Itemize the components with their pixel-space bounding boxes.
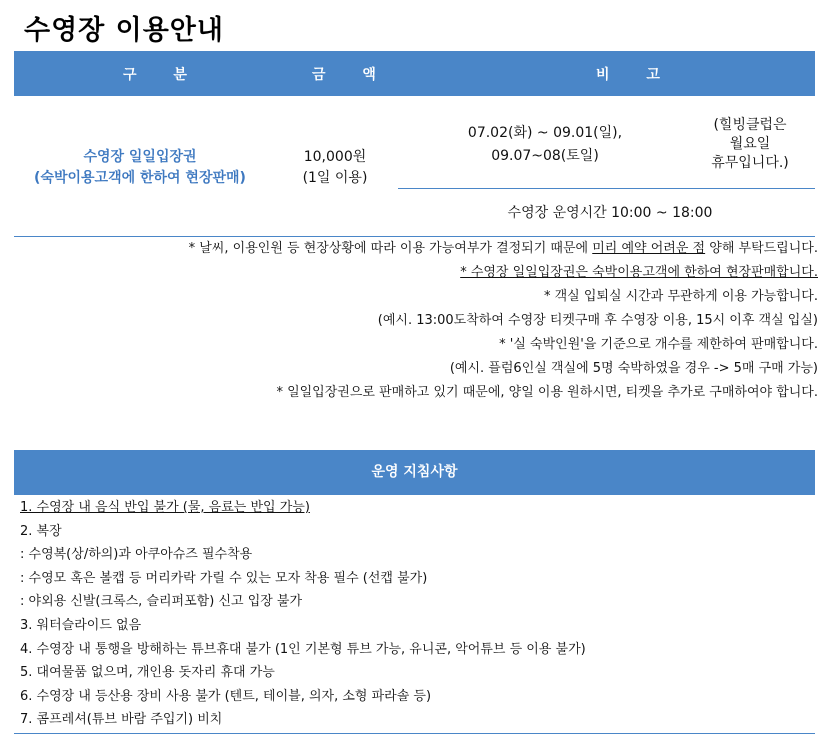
note-3: * 객실 입퇴실 시간과 무관하게 이용 가능합니다. — [543, 289, 818, 304]
note-1 — [14, 237, 818, 261]
note-5: * '실 숙박인원'을 기준으로 개수를 제한하여 판매합니다. — [499, 337, 818, 352]
dates-line-2: 09.07~08(토일) — [491, 148, 599, 164]
table-header — [14, 51, 815, 96]
price-unit: (1일 이용) — [302, 170, 368, 186]
header-remarks: 비 고 — [596, 67, 676, 83]
note-1-end: 양해 부탁드립니다. — [705, 241, 818, 256]
closed-note-cell — [690, 116, 810, 173]
closed-line-3: 휴무입니다.) — [711, 155, 789, 171]
price-value: 10,000원 — [303, 149, 367, 165]
list-item: : 야외용 신발(크록스, 슬리퍼포함) 신고 입장 불가 — [20, 594, 303, 610]
notes-block — [14, 237, 818, 405]
list-item: 6. 수영장 내 등산용 장비 사용 불가 (텐트, 테이블, 의자, 소형 파라솔 등) — [20, 688, 432, 704]
list-item: 7. 콤프레셔(튜브 바람 주입기) 비치 — [20, 712, 223, 728]
ticket-cell — [20, 147, 260, 189]
note-1-emphasis: 미리 예약 어려운 점 — [592, 241, 706, 256]
operating-hours: 수영장 운영시간 10:00 ~ 18:00 — [507, 205, 713, 221]
rules-list — [20, 496, 810, 732]
closed-line-1: (힐빙클럽은 — [713, 117, 787, 133]
ticket-name: 수영장 일일입장권 — [83, 149, 197, 165]
list-item: 5. 대여물품 없으며, 개인용 돗자리 휴대 가능 — [20, 665, 275, 681]
list-item: 4. 수영장 내 통행을 방해하는 튜브휴대 불가 (1인 기본형 튜브 가능, 유니콘, 악어튜브 등 이용 불가) — [20, 641, 586, 657]
note-1-text: * 날씨, 이용인원 등 현장상황에 따라 이용 가능여부가 결정되기 때문에 — [188, 241, 593, 256]
note-2: * 수영장 일일입장권은 숙박이용고객에 한하여 현장판매합니다. — [460, 265, 818, 280]
dates-line-1: 07.02(화) ~ 09.01(일), — [467, 125, 623, 141]
list-item: 3. 워터슬라이드 없음 — [20, 617, 142, 633]
note-7: * 일일입장권으로 판매하고 있기 때문에, 양일 이용 원하시면, 티켓을 추가로 구매하여야 합니다. — [276, 385, 818, 400]
rules-header: 운영 지침사항 — [14, 450, 815, 495]
note-6: (예시. 플럼6인실 객실에 5명 숙박하였을 경우 -> 5매 구매 가능) — [449, 361, 818, 376]
dates-cell — [440, 122, 650, 168]
closed-line-2: 월요일 — [729, 136, 771, 152]
ticket-condition: (숙박이용고객에 한하여 현장판매) — [34, 170, 246, 186]
table-inner-divider — [398, 188, 815, 189]
list-item: : 수영복(상/하의)과 아쿠아슈즈 필수착용 — [20, 547, 253, 563]
list-item: 1. 수영장 내 음식 반입 불가 (물, 음료는 반입 가능) — [20, 500, 310, 515]
rules-bottom-border — [14, 733, 815, 734]
list-item: 2. 복장 — [20, 523, 62, 539]
note-4: (예시. 13:00도착하여 수영장 티켓구매 후 수영장 이용, 15시 이후 객실 입실) — [377, 313, 818, 328]
header-category: 구 분 — [123, 67, 203, 83]
page-title: 수영장 이용안내 — [24, 15, 224, 46]
header-price: 금 액 — [312, 67, 392, 83]
list-item: : 수영모 혹은 볼캡 등 머리카락 가릴 수 있는 모자 착용 필수 (선캡 불가) — [20, 570, 428, 586]
price-cell — [280, 147, 390, 189]
